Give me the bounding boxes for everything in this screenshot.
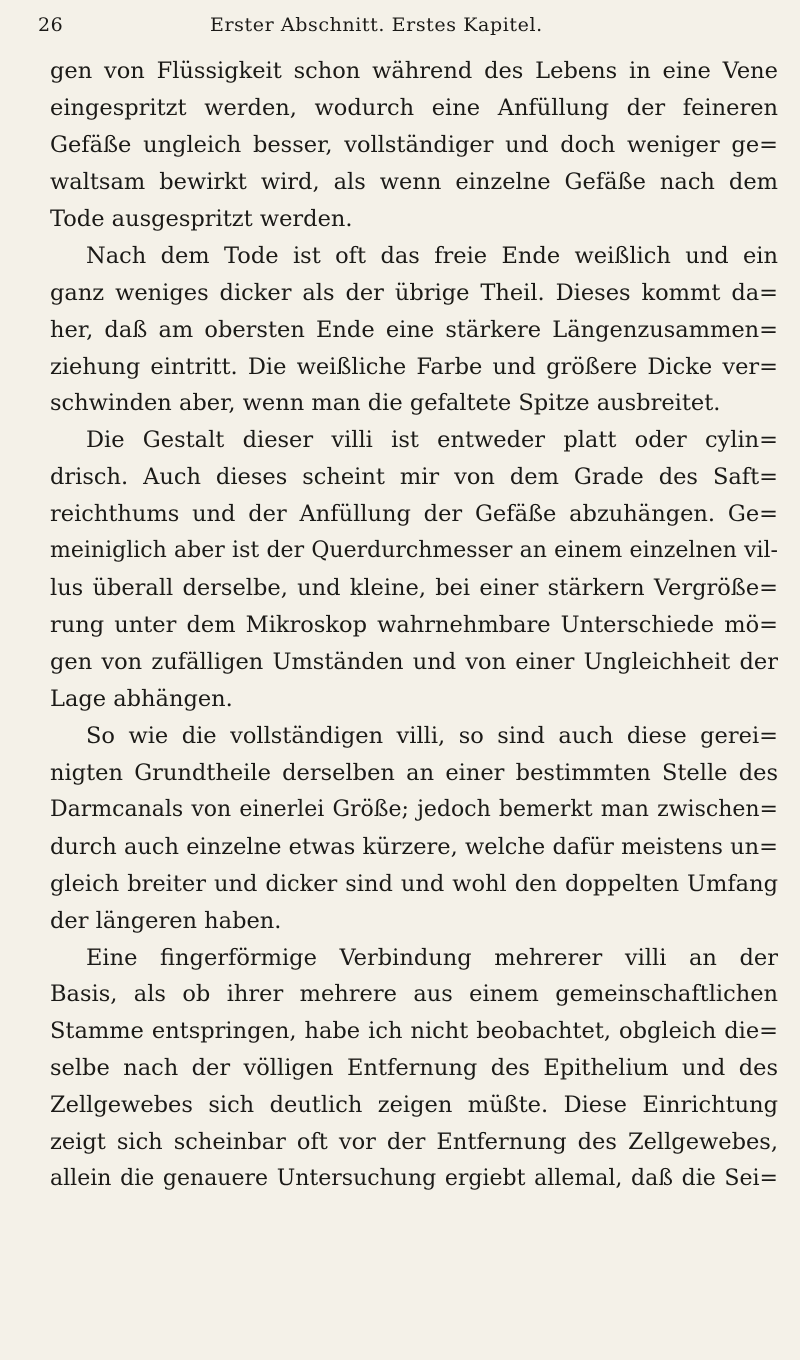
text-line: selbe nach der völligen Entfernung des Epithelium und des bbox=[50, 1055, 778, 1082]
text-line: drisch. Auch dieses scheint mir von dem Grade des Saft= bbox=[50, 464, 778, 491]
text-line: durch auch einzelne etwas kürzere, welche dafür meistens un= bbox=[50, 833, 778, 860]
text-line: gen von Flüssigkeit schon während des Lebens in eine Vene bbox=[50, 58, 778, 84]
body-text bbox=[50, 53, 778, 1198]
text-line: Darmcanals von einerlei Größe; jedoch bemerkt man zwischen= bbox=[50, 796, 778, 822]
text-line: der längeren haben. bbox=[50, 907, 282, 934]
page-number: 26 bbox=[38, 14, 64, 36]
text-line: gleich breiter und dicker sind und wohl den doppelten Umfang bbox=[50, 870, 778, 897]
text-line: lus überall derselbe, und kleine, bei einer stärkern Vergröße= bbox=[50, 575, 778, 602]
text-line: Gefäße ungleich besser, vollständiger und doch weniger ge= bbox=[50, 131, 778, 158]
text-line: So wie die vollständigen villi, so sind auch diese gerei= bbox=[86, 722, 778, 749]
text-line: Nach dem Tode ist oft das freie Ende weißlich und ein bbox=[86, 242, 778, 269]
text-line: Stamme entspringen, habe ich nicht beobachtet, obgleich die= bbox=[50, 1018, 778, 1045]
text-line: eingespritzt werden, wodurch eine Anfüllung der feineren bbox=[50, 94, 778, 121]
text-line: ziehung eintritt. Die weißliche Farbe und größere Dicke ver= bbox=[50, 353, 778, 380]
text-line: zeigt sich scheinbar oft vor der Entfernung des Zellgewebes, bbox=[50, 1129, 778, 1156]
text-line: nigten Grundtheile derselben an einer bestimmten Stelle des bbox=[50, 759, 778, 786]
text-line: her, daß am obersten Ende eine stärkere Längenzusammen= bbox=[50, 316, 778, 343]
running-head: Erster Abschnitt. Erstes Kapitel. bbox=[210, 14, 543, 36]
text-line: gen von zufälligen Umständen und von einer Ungleichheit der bbox=[50, 649, 778, 675]
text-line: Tode ausgespritzt werden. bbox=[50, 205, 353, 232]
text-line: rung unter dem Mikroskop wahrnehmbare Unterschiede mö= bbox=[50, 612, 778, 639]
page-header bbox=[38, 8, 778, 48]
text-line: allein die genauere Untersuchung ergiebt allemal, daß die Sei= bbox=[50, 1166, 778, 1192]
text-line: Zellgewebes sich deutlich zeigen müßte. Diese Einrichtung bbox=[50, 1092, 778, 1119]
text-line: ganz weniges dicker als der übrige Theil. Dieses kommt da= bbox=[50, 279, 778, 306]
text-line: waltsam bewirkt wird, als wenn einzelne Gefäße nach dem bbox=[50, 168, 778, 195]
text-line: Basis, als ob ihrer mehrere aus einem gemeinschaftlichen bbox=[50, 981, 778, 1008]
text-line: Lage abhängen. bbox=[50, 685, 233, 712]
text-line: Die Gestalt dieser villi ist entweder platt oder cylin= bbox=[86, 427, 778, 454]
text-line: meiniglich aber ist der Querdurchmesser an einem einzelnen vil- bbox=[50, 538, 778, 564]
text-line: schwinden aber, wenn man die gefaltete Spitze ausbreitet. bbox=[50, 390, 721, 417]
text-line: reichthums und der Anfüllung der Gefäße abzuhängen. Ge= bbox=[50, 501, 778, 528]
text-line: Eine fingerförmige Verbindung mehrerer villi an der bbox=[86, 944, 778, 971]
